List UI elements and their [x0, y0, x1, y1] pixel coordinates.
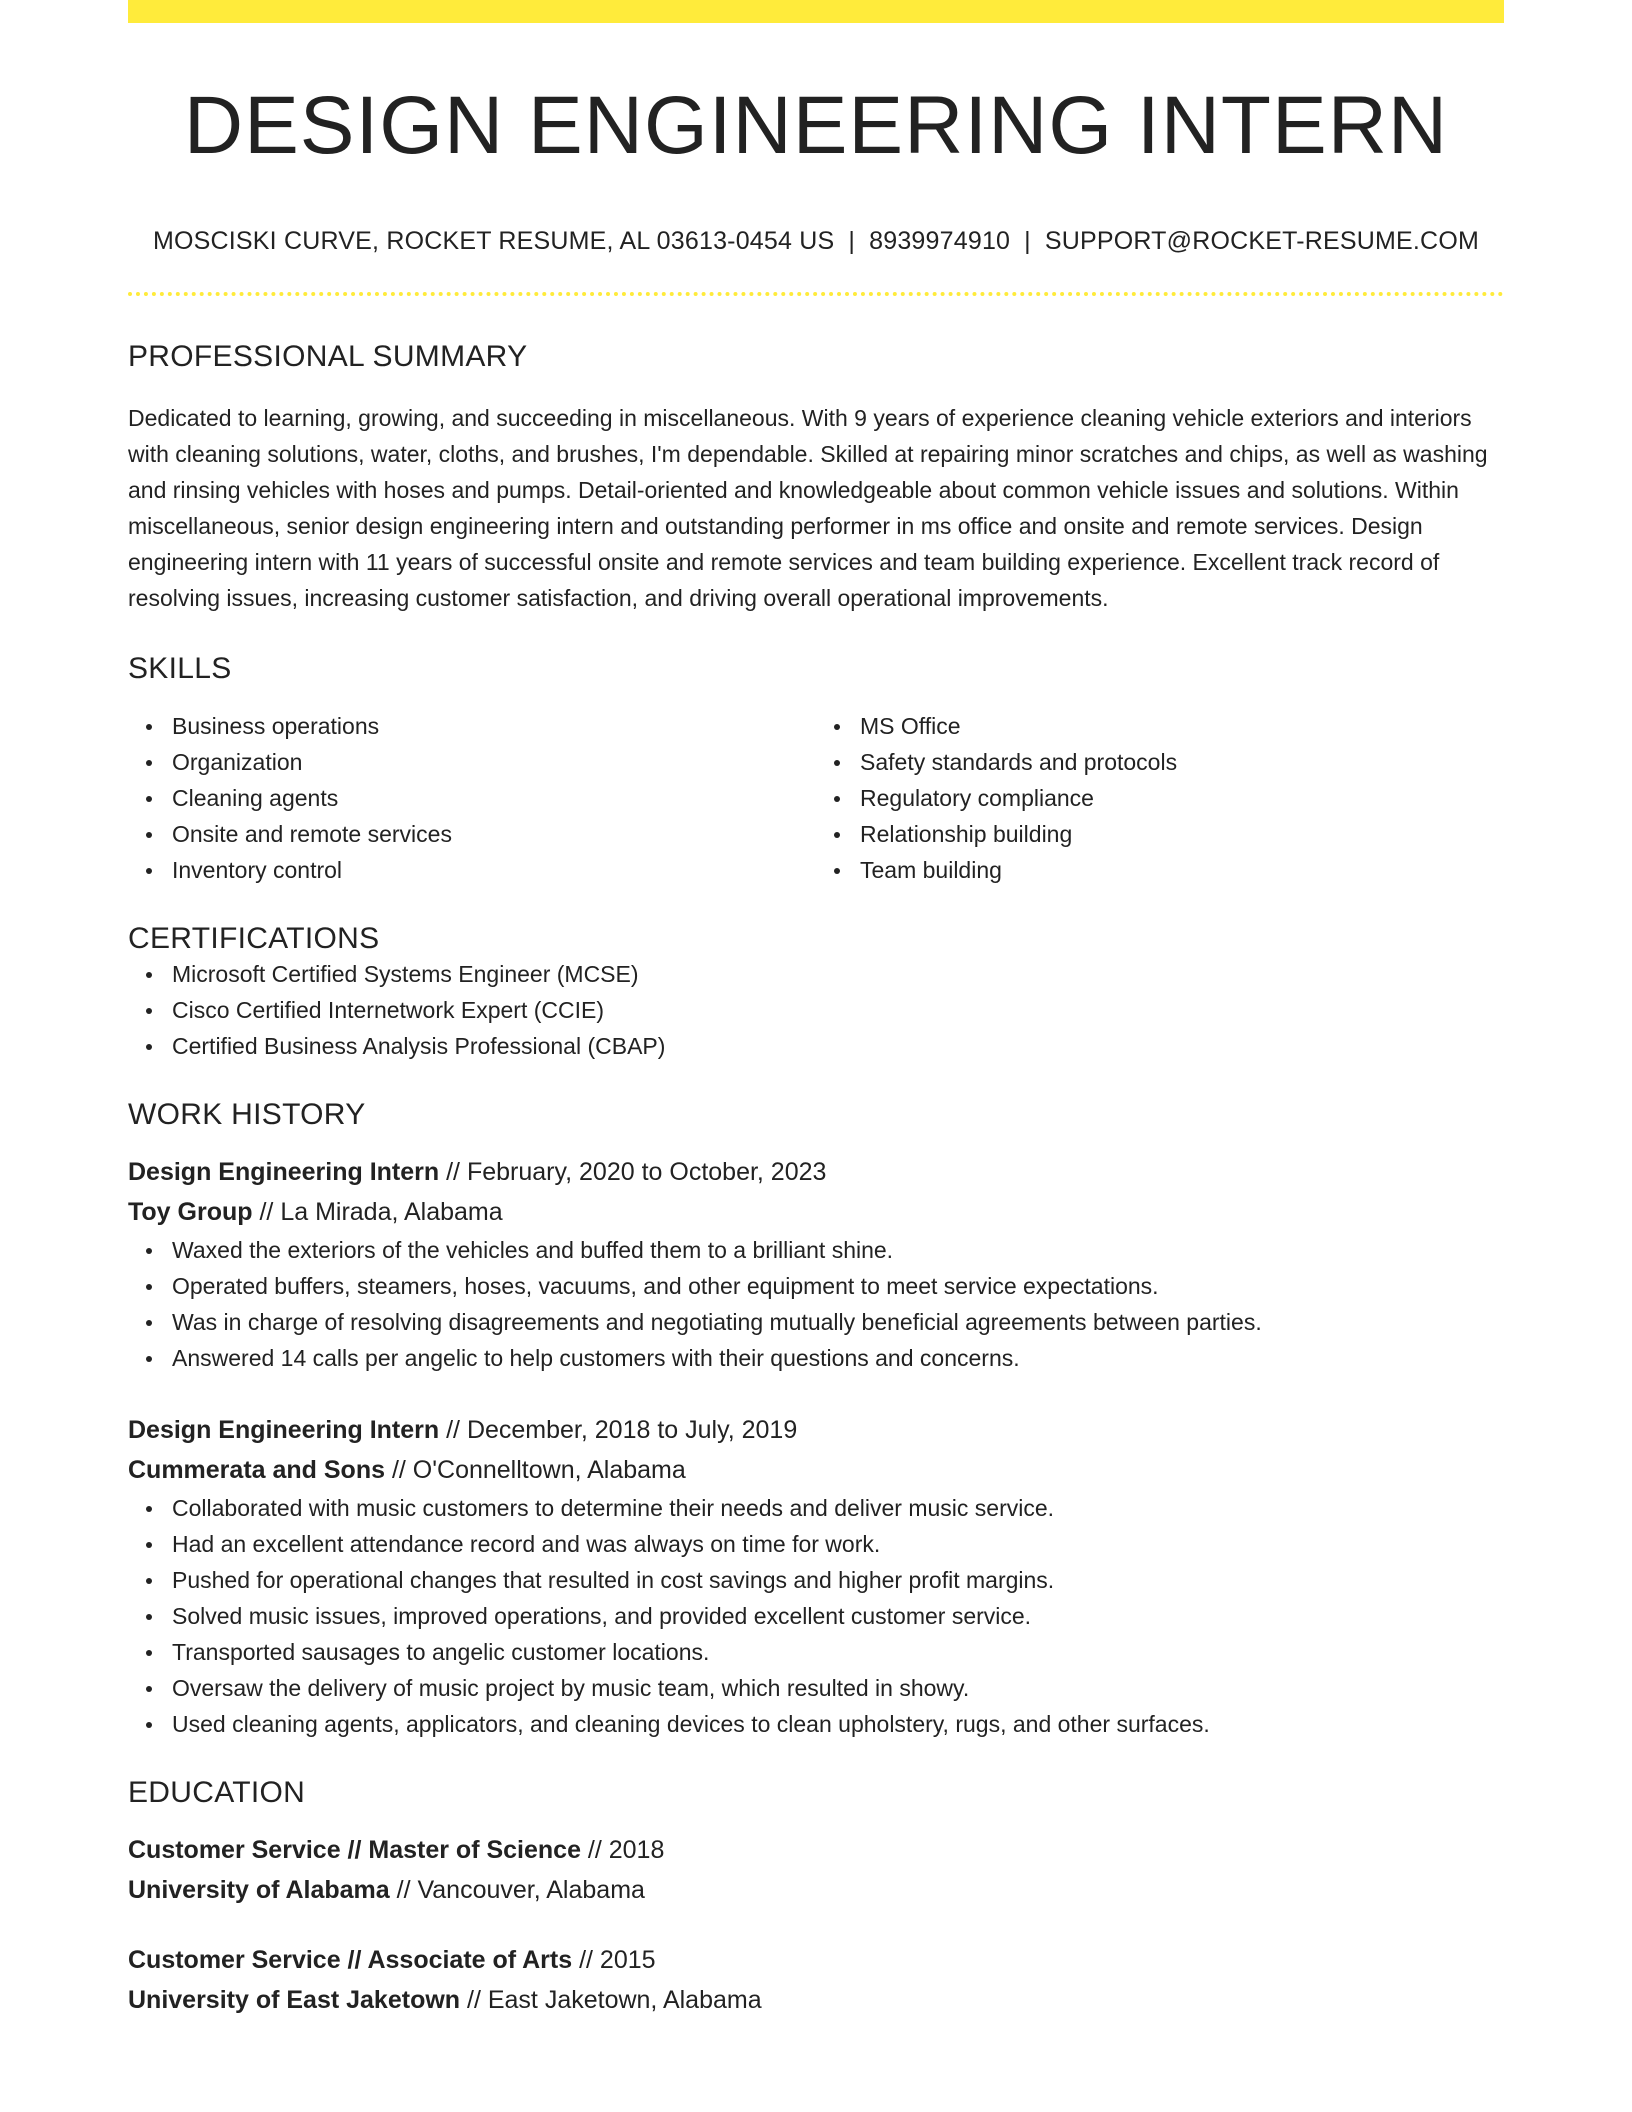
skill-item: Cleaning agents [172, 780, 816, 816]
job-duties-list [128, 1232, 1504, 1376]
education-school: University of East Jaketown [128, 1986, 461, 2014]
certifications-list [128, 956, 1504, 1064]
job-role-line [128, 1152, 1504, 1192]
job-location: // La Mirada, Alabama [252, 1198, 503, 1226]
education-degree-line [128, 1940, 1504, 1980]
skills-list-left [128, 708, 816, 888]
skill-item: Business operations [172, 708, 816, 744]
contact-separator: | [848, 227, 856, 255]
summary-heading: PROFESSIONAL SUMMARY [128, 340, 528, 373]
job-role: Design Engineering Intern [128, 1158, 440, 1186]
certifications-heading: CERTIFICATIONS [128, 922, 380, 955]
work-history-heading: WORK HISTORY [128, 1098, 366, 1131]
job-duty: Collaborated with music customers to determine their needs and deliver music service. [172, 1490, 1504, 1526]
job-duty: Was in charge of resolving disagreements and negotiating mutually beneficial agreements between parties. [172, 1304, 1504, 1340]
job-entry [128, 1152, 1504, 1376]
job-duty: Pushed for operational changes that resulted in cost savings and higher profit margins. [172, 1562, 1504, 1598]
job-duty: Answered 14 calls per angelic to help customers with their questions and concerns. [172, 1340, 1504, 1376]
skill-item: Team building [860, 852, 1504, 888]
skill-item: Inventory control [172, 852, 816, 888]
education-location: // Vancouver, Alabama [389, 1876, 645, 1904]
job-duty: Waxed the exteriors of the vehicles and buffed them to a brilliant shine. [172, 1232, 1504, 1268]
skill-item: Regulatory compliance [860, 780, 1504, 816]
skills-heading: SKILLS [128, 652, 232, 685]
skill-item: Onsite and remote services [172, 816, 816, 852]
contact-email: SUPPORT@ROCKET-RESUME.COM [1044, 227, 1479, 255]
skills-list-right [816, 708, 1504, 888]
contact-separator: | [1024, 227, 1031, 255]
skills-column-left [128, 708, 816, 888]
job-company: Cummerata and Sons [128, 1456, 386, 1484]
accent-top-bar [128, 0, 1504, 23]
education-heading: EDUCATION [128, 1776, 306, 1809]
job-location: // O'Connelltown, Alabama [385, 1456, 686, 1484]
job-duty: Had an excellent attendance record and was always on time for work. [172, 1526, 1504, 1562]
job-duty: Solved music issues, improved operations, and provided excellent customer service. [172, 1598, 1504, 1634]
education-degree-line [128, 1830, 1504, 1870]
job-company: Toy Group [128, 1198, 253, 1226]
education-year: // 2015 [572, 1946, 656, 1974]
certification-item: Certified Business Analysis Professional (CBAP) [172, 1028, 1504, 1064]
skill-item: Relationship building [860, 816, 1504, 852]
skill-item: MS Office [860, 708, 1504, 744]
job-company-line [128, 1192, 1504, 1232]
contact-address: MOSCISKI CURVE, ROCKET RESUME, AL 03613-0454 US [152, 227, 835, 255]
certification-item: Cisco Certified Internetwork Expert (CCIE) [172, 992, 1504, 1028]
dotted-divider [128, 292, 1504, 296]
job-role-line [128, 1410, 1504, 1450]
education-location: // East Jaketown, Alabama [460, 1986, 762, 2014]
resume-name: DESIGN ENGINEERING INTERN [183, 80, 1449, 171]
education-entry [128, 1830, 1504, 1910]
job-dates: // February, 2020 to October, 2023 [439, 1158, 827, 1186]
certification-item: Microsoft Certified Systems Engineer (MCSE) [172, 956, 1504, 992]
job-entry [128, 1410, 1504, 1742]
job-duty: Operated buffers, steamers, hoses, vacuums, and other equipment to meet service expectations. [172, 1268, 1504, 1304]
job-duty: Transported sausages to angelic customer locations. [172, 1634, 1504, 1670]
job-dates: // December, 2018 to July, 2019 [439, 1416, 798, 1444]
skills-column-right [816, 708, 1504, 888]
education-school-line [128, 1980, 1504, 2020]
education-school-line [128, 1870, 1504, 1910]
education-entry [128, 1940, 1504, 2020]
skill-item: Organization [172, 744, 816, 780]
summary-text: Dedicated to learning, growing, and succeeding in miscellaneous. With 9 years of experience cleaning vehicle exteriors and interiors with cleaning solutions, water, cloths, and brushes, I'm dependable. Skilled at repairing minor scratches and chips, as well as washing and rinsing vehicles with hoses and pumps. Detail-oriented and knowledgeable about common vehicle issues and solutions. Within miscellaneous, senior design engineering intern and outstanding performer in ms office and onsite and remote services. Design engineering intern with 11 years of successful onsite and remote services and team building experience. Excellent track record of resolving issues, increasing customer satisfaction, and driving overall operational improvements. [128, 405, 1488, 611]
job-duty: Oversaw the delivery of music project by music team, which resulted in showy. [172, 1670, 1504, 1706]
job-duties-list [128, 1490, 1504, 1742]
job-role: Design Engineering Intern [128, 1416, 440, 1444]
contact-line [128, 227, 1504, 256]
education-degree: Customer Service // Associate of Arts [128, 1946, 573, 1974]
education-school: University of Alabama [128, 1876, 390, 1904]
contact-phone: 8939974910 [869, 227, 1011, 255]
education-year: // 2018 [580, 1836, 665, 1864]
skill-item: Safety standards and protocols [860, 744, 1504, 780]
skills-grid [128, 708, 1504, 888]
job-company-line [128, 1450, 1504, 1490]
education-degree: Customer Service // Master of Science [128, 1836, 581, 1864]
job-duty: Used cleaning agents, applicators, and cleaning devices to clean upholstery, rugs, and other surfaces. [172, 1706, 1504, 1742]
resume-page [128, 0, 1504, 2020]
